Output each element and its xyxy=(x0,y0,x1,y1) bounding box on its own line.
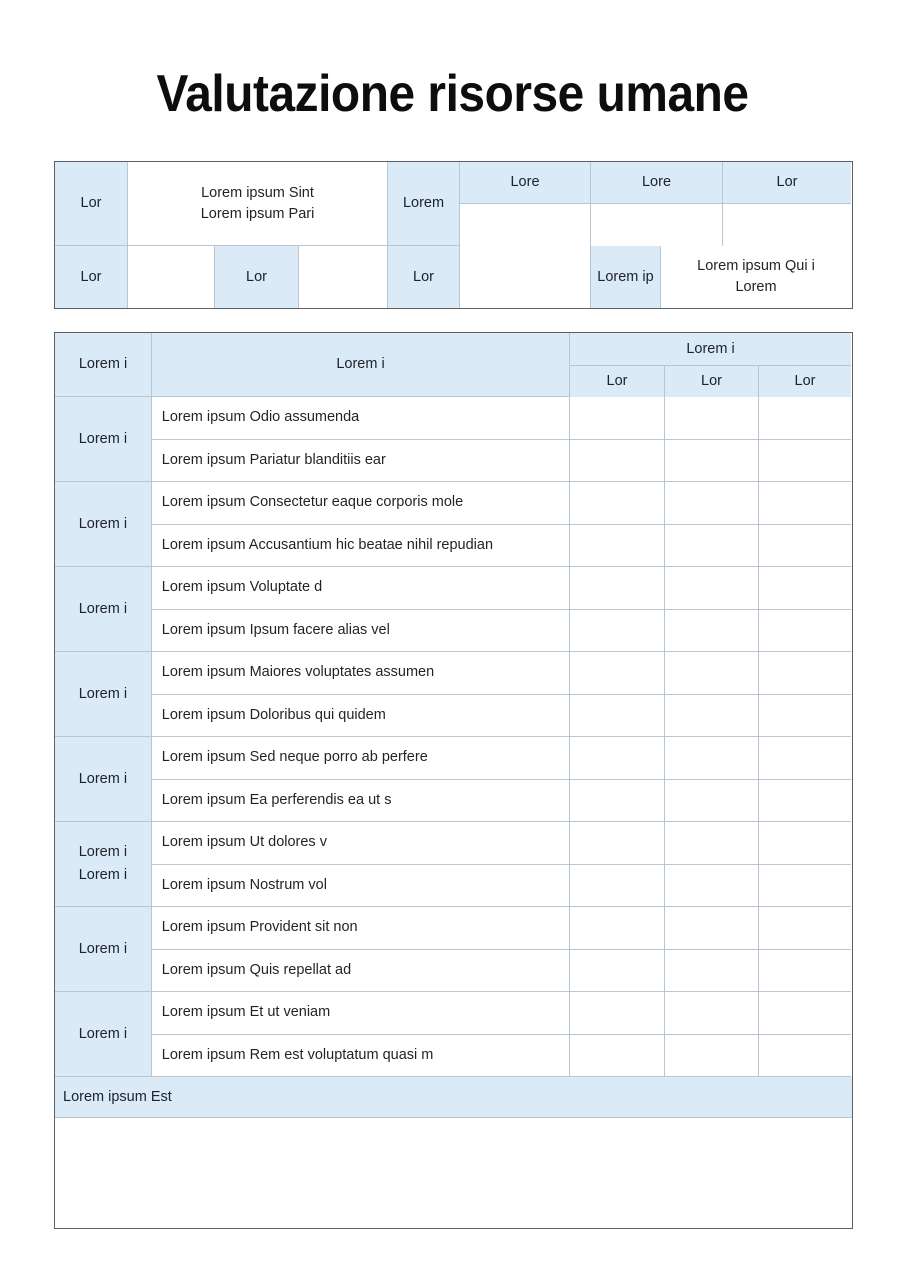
evaluation-group-body xyxy=(152,737,852,822)
rating-cell-3[interactable] xyxy=(759,567,851,610)
rating-cell-1[interactable] xyxy=(570,822,665,865)
rating-cell-3[interactable] xyxy=(759,397,851,440)
rating-cell-3[interactable] xyxy=(759,482,851,525)
rating-cell-3[interactable] xyxy=(759,737,851,780)
rating-cell-3[interactable] xyxy=(759,822,851,865)
rating-cell-2[interactable] xyxy=(665,907,759,950)
evaluation-group-label xyxy=(55,992,152,1077)
evaluation-group xyxy=(55,907,852,992)
criterion-text: Lorem ipsum Quis repellat ad xyxy=(152,950,570,993)
criterion-text: Lorem ipsum Et ut veniam xyxy=(152,992,570,1035)
table-row xyxy=(152,440,852,483)
evaluation-group-label-line-1: Lorem i xyxy=(78,685,128,702)
criterion-text: Lorem ipsum Maiores voluptates assumen xyxy=(152,652,570,695)
rating-cell-3[interactable] xyxy=(759,865,851,908)
criterion-text: Lorem ipsum Ut dolores v xyxy=(152,822,570,865)
header-subject-cell[interactable] xyxy=(128,162,388,246)
rating-cell-1[interactable] xyxy=(570,652,665,695)
rating-cell-1[interactable] xyxy=(570,950,665,993)
header-value-d[interactable] xyxy=(661,246,851,308)
rating-cell-1[interactable] xyxy=(570,482,665,525)
rating-cell-3[interactable] xyxy=(759,610,851,653)
evaluation-header-rating-subheads xyxy=(570,366,851,397)
table-row xyxy=(152,865,852,908)
criterion-text: Lorem ipsum Rem est voluptatum quasi m xyxy=(152,1035,570,1078)
header-label-left: Lor xyxy=(55,162,128,246)
table-row xyxy=(152,737,852,780)
table-row xyxy=(152,610,852,653)
rating-cell-1[interactable] xyxy=(570,1035,665,1078)
header-value-b[interactable] xyxy=(299,246,388,308)
rating-cell-1[interactable] xyxy=(570,397,665,440)
header-value-c[interactable] xyxy=(460,246,591,308)
table-row xyxy=(152,397,852,440)
evaluation-group-body xyxy=(152,567,852,652)
criterion-text: Lorem ipsum Provident sit non xyxy=(152,907,570,950)
rating-cell-1[interactable] xyxy=(570,992,665,1035)
rating-cell-2[interactable] xyxy=(665,482,759,525)
evaluation-group-label xyxy=(55,822,152,907)
header-table-row-1 xyxy=(55,162,852,246)
header-label-c: Lor xyxy=(388,246,460,308)
rating-cell-2[interactable] xyxy=(665,822,759,865)
rating-cell-3[interactable] xyxy=(759,780,851,823)
table-row xyxy=(152,695,852,738)
page-title: Valutazione risorse umane xyxy=(156,65,749,123)
evaluation-header-rating-3: Lor xyxy=(759,366,851,397)
evaluation-table xyxy=(54,332,853,1229)
rating-cell-1[interactable] xyxy=(570,780,665,823)
rating-cell-1[interactable] xyxy=(570,865,665,908)
table-row xyxy=(152,525,852,568)
rating-cell-2[interactable] xyxy=(665,992,759,1035)
evaluation-header-rating-2: Lor xyxy=(665,366,759,397)
evaluation-header-rating-1: Lor xyxy=(570,366,665,397)
rating-cell-2[interactable] xyxy=(665,525,759,568)
criterion-text: Lorem ipsum Accusantium hic beatae nihil repudian xyxy=(152,525,570,568)
evaluation-group-label xyxy=(55,652,152,737)
header-col-value-3[interactable] xyxy=(723,204,851,246)
evaluation-group-body xyxy=(152,652,852,737)
rating-cell-2[interactable] xyxy=(665,780,759,823)
evaluation-group-label-line-1: Lorem i xyxy=(78,940,128,957)
table-row xyxy=(152,780,852,823)
table-row xyxy=(152,907,852,950)
evaluation-header-rating-group xyxy=(570,333,851,397)
header-label-mid: Lorem xyxy=(388,162,460,246)
evaluation-group-body xyxy=(152,992,852,1077)
rating-cell-2[interactable] xyxy=(665,567,759,610)
rating-cell-1[interactable] xyxy=(570,737,665,780)
evaluation-group-label xyxy=(55,737,152,822)
header-subject-line-1: Lorem ipsum Sint xyxy=(201,184,314,201)
table-row xyxy=(152,1035,852,1078)
header-rating-heads xyxy=(460,162,851,204)
header-table-row-2 xyxy=(55,246,852,308)
header-value-d-line-2: Lorem xyxy=(735,279,777,295)
evaluation-group xyxy=(55,737,852,822)
rating-cell-2[interactable] xyxy=(665,397,759,440)
evaluation-group-label xyxy=(55,482,152,567)
rating-cell-3[interactable] xyxy=(759,950,851,993)
evaluation-group-label-line-1: Lorem i xyxy=(78,770,128,787)
header-col-value-1[interactable] xyxy=(460,204,591,246)
evaluation-group-label-line-1: Lorem i xyxy=(78,1025,128,1042)
notes-heading: Lorem ipsum Est xyxy=(55,1077,852,1118)
header-table-grid xyxy=(55,162,852,308)
criterion-text: Lorem ipsum Voluptate d xyxy=(152,567,570,610)
rating-cell-2[interactable] xyxy=(665,1035,759,1078)
rating-cell-2[interactable] xyxy=(665,652,759,695)
evaluation-group-label-line-1: Lorem i xyxy=(78,844,128,860)
rating-cell-3[interactable] xyxy=(759,440,851,483)
table-row xyxy=(152,652,852,695)
rating-cell-1[interactable] xyxy=(570,567,665,610)
header-label-d: Lorem ip xyxy=(591,246,661,308)
criterion-text: Lorem ipsum Odio assumenda xyxy=(152,397,570,440)
evaluation-header-criteria: Lorem i xyxy=(152,333,570,397)
rating-cell-3[interactable] xyxy=(759,652,851,695)
rating-cell-3[interactable] xyxy=(759,1035,851,1078)
criterion-text: Lorem ipsum Ea perferendis ea ut s xyxy=(152,780,570,823)
criterion-text: Lorem ipsum Sed neque porro ab perfere xyxy=(152,737,570,780)
evaluation-group xyxy=(55,992,852,1077)
evaluation-group xyxy=(55,567,852,652)
evaluation-group-label-line-1: Lorem i xyxy=(78,515,128,532)
rating-cell-1[interactable] xyxy=(570,695,665,738)
rating-cell-2[interactable] xyxy=(665,610,759,653)
rating-cell-3[interactable] xyxy=(759,525,851,568)
evaluation-group-label-line-2: Lorem i xyxy=(78,867,128,883)
header-col-value-2[interactable] xyxy=(591,204,723,246)
header-label-a: Lor xyxy=(55,246,128,308)
evaluation-group-label xyxy=(55,907,152,992)
table-row xyxy=(152,482,852,525)
evaluation-group xyxy=(55,822,852,907)
rating-cell-3[interactable] xyxy=(759,992,851,1035)
notes-area[interactable] xyxy=(55,1118,852,1228)
header-col-head-1: Lore xyxy=(460,162,591,204)
criterion-text: Lorem ipsum Ipsum facere alias vel xyxy=(152,610,570,653)
rating-cell-3[interactable] xyxy=(759,907,851,950)
header-col-head-2: Lore xyxy=(591,162,723,204)
rating-cell-3[interactable] xyxy=(759,695,851,738)
rating-cell-1[interactable] xyxy=(570,907,665,950)
criterion-text: Lorem ipsum Consectetur eaque corporis mole xyxy=(152,482,570,525)
header-col-head-3: Lor xyxy=(723,162,851,204)
evaluation-group-body xyxy=(152,482,852,567)
rating-cell-1[interactable] xyxy=(570,610,665,653)
criterion-text: Lorem ipsum Pariatur blanditiis ear xyxy=(152,440,570,483)
evaluation-group xyxy=(55,397,852,482)
evaluation-header-rating-title: Lorem i xyxy=(570,333,851,366)
criterion-text: Lorem ipsum Nostrum vol xyxy=(152,865,570,908)
evaluation-header-category: Lorem i xyxy=(55,333,152,397)
rating-cell-2[interactable] xyxy=(665,695,759,738)
evaluation-group xyxy=(55,482,852,567)
evaluation-group-label-line-1: Lorem i xyxy=(78,430,128,447)
evaluation-group-body xyxy=(152,822,852,907)
rating-cell-1[interactable] xyxy=(570,525,665,568)
rating-cell-2[interactable] xyxy=(665,737,759,780)
header-value-a[interactable] xyxy=(128,246,215,308)
header-info-table xyxy=(54,161,853,309)
criterion-text: Lorem ipsum Doloribus qui quidem xyxy=(152,695,570,738)
rating-cell-1[interactable] xyxy=(570,440,665,483)
table-row xyxy=(152,822,852,865)
rating-cell-2[interactable] xyxy=(665,950,759,993)
evaluation-group-label xyxy=(55,567,152,652)
evaluation-group-label xyxy=(55,397,152,482)
header-label-b: Lor xyxy=(215,246,299,308)
evaluation-group-label-line-1: Lorem i xyxy=(78,600,128,617)
table-row xyxy=(152,992,852,1035)
header-value-d-line-1: Lorem ipsum Qui i xyxy=(697,258,815,274)
evaluation-group-body xyxy=(152,907,852,992)
evaluation-group-body xyxy=(152,397,852,482)
evaluation-header-rating-title-row xyxy=(570,333,851,366)
header-subject-line-2: Lorem ipsum Pari xyxy=(200,205,315,222)
table-row xyxy=(152,950,852,993)
header-rating-values xyxy=(460,204,851,246)
rating-cell-2[interactable] xyxy=(665,440,759,483)
evaluation-group xyxy=(55,652,852,737)
evaluation-table-grid xyxy=(55,333,852,1228)
table-row xyxy=(152,567,852,610)
rating-cell-2[interactable] xyxy=(665,865,759,908)
evaluation-table-header xyxy=(55,333,852,397)
header-rating-columns xyxy=(460,162,851,246)
